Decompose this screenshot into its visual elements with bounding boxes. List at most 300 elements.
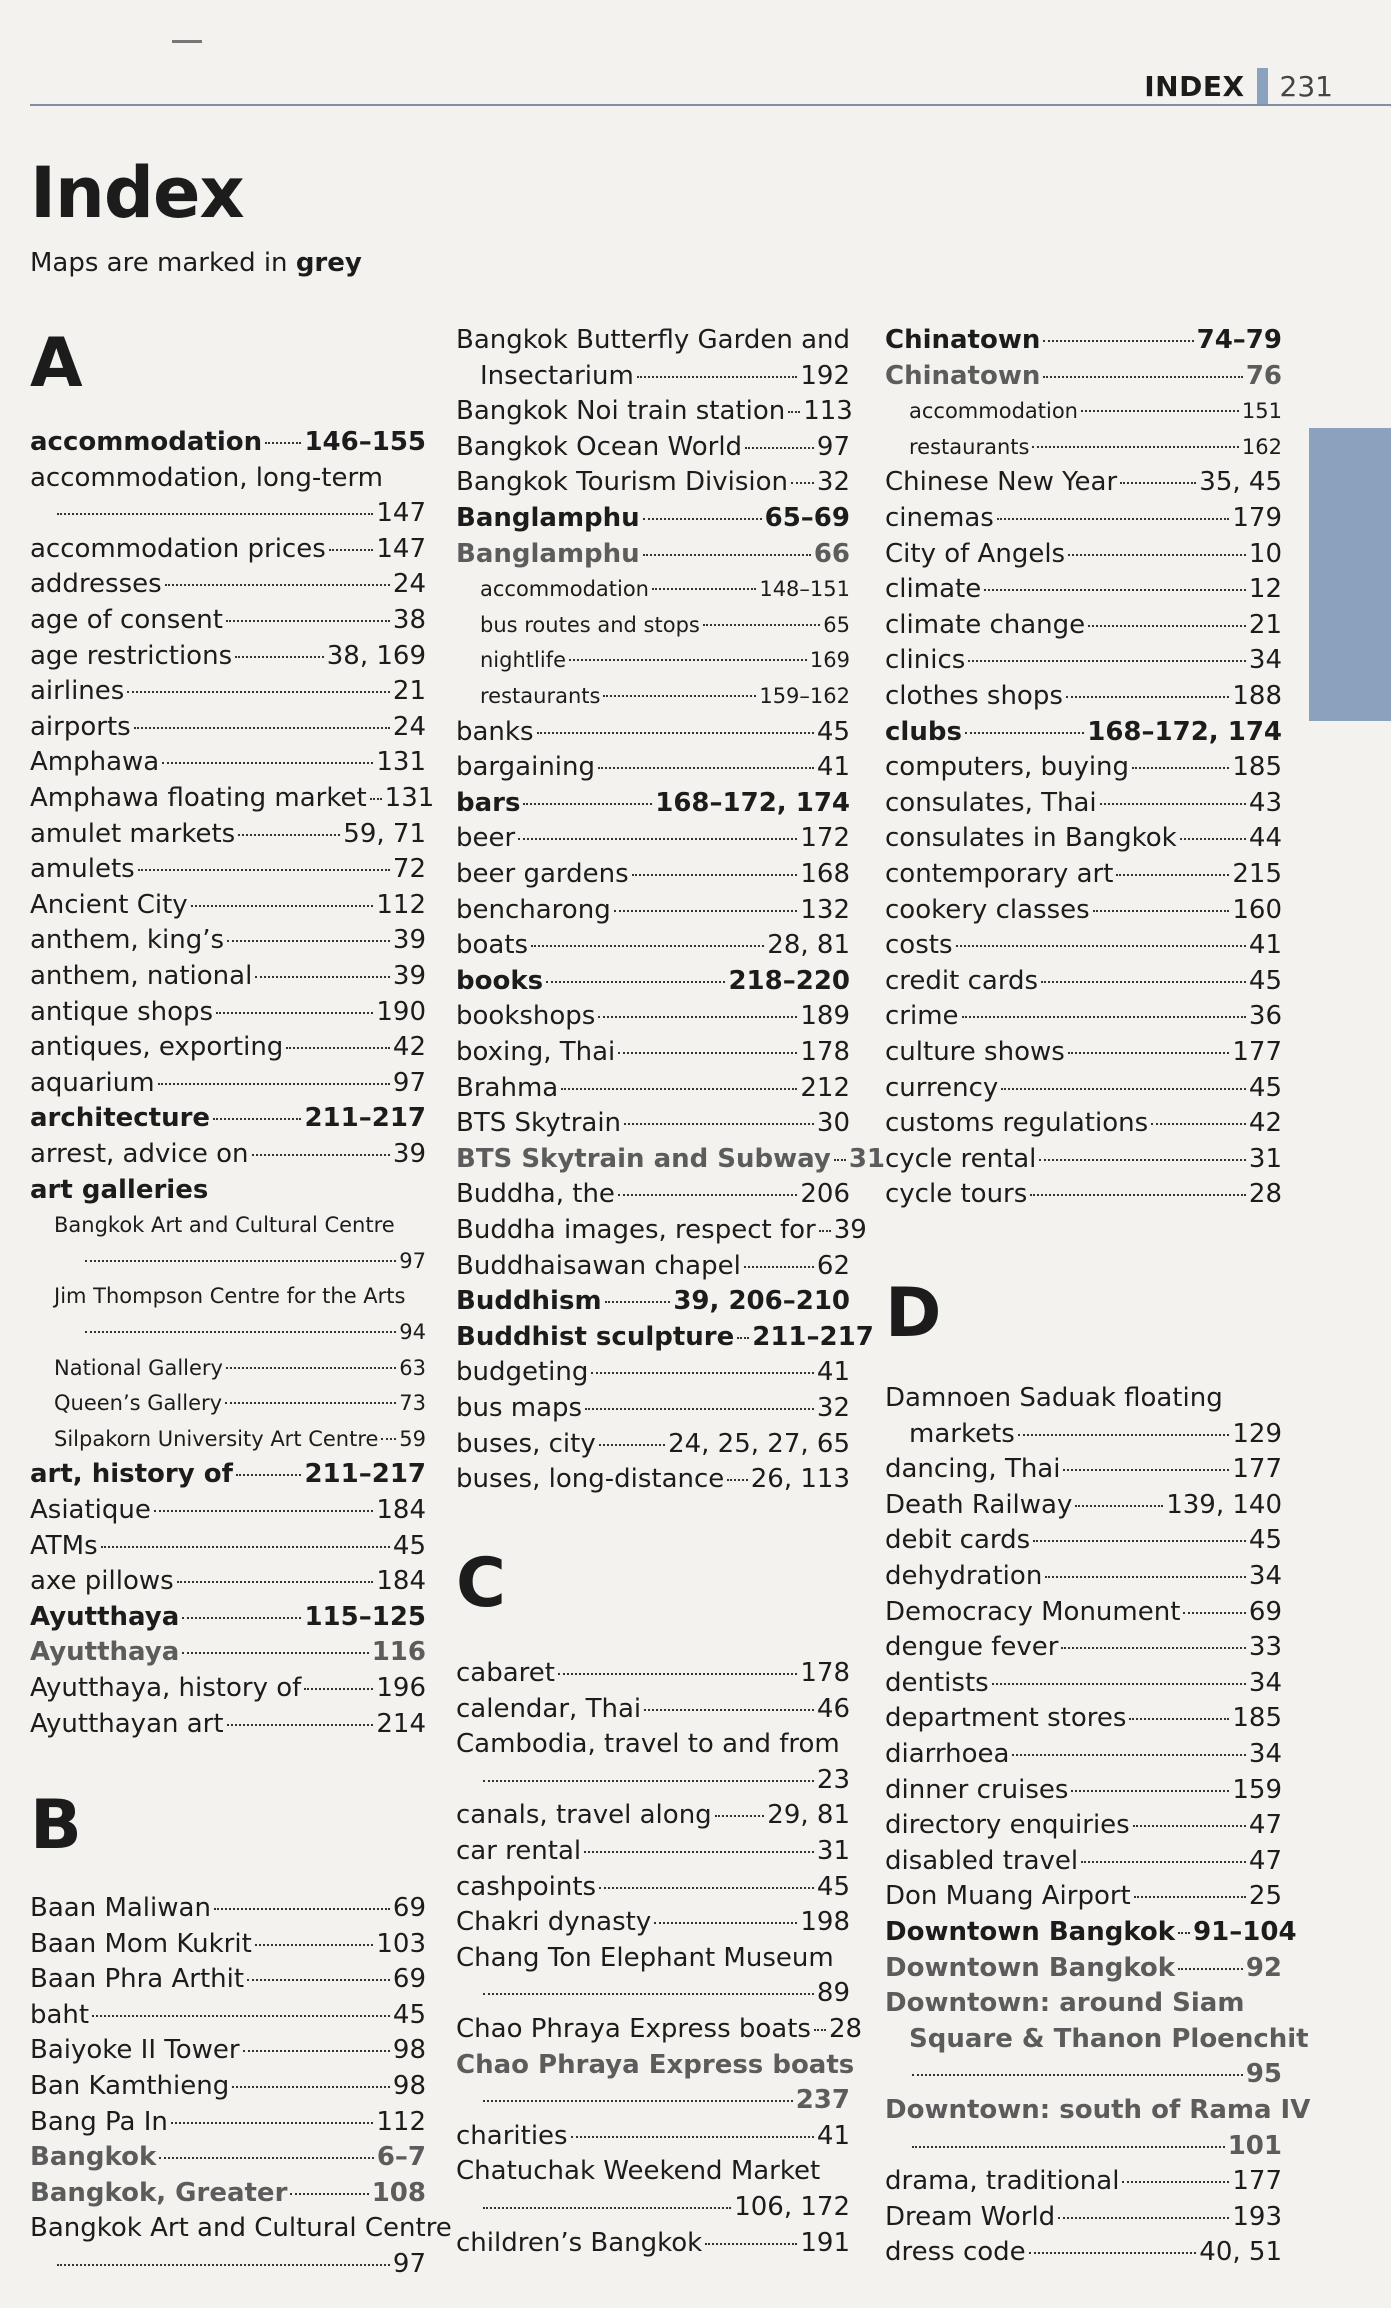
index-entry: [30, 673, 426, 709]
dot-leader: [561, 1088, 797, 1090]
index-entry-term: age of consent: [30, 605, 223, 635]
index-entry-term: dancing, Thai: [885, 1454, 1061, 1485]
index-entry-pages: 169: [809, 648, 850, 673]
dot-leader: [1129, 1718, 1229, 1720]
index-entry-pages: 40, 51: [1199, 2237, 1282, 2268]
index-entry-pages: 12: [1248, 574, 1282, 605]
index-entry-term: debit cards: [885, 1525, 1031, 1556]
dot-leader: [1068, 1052, 1230, 1054]
index-entry-term: anthem, king’s: [30, 925, 225, 956]
index-entry-pages: 159–162: [759, 684, 850, 708]
dot-leader: [1132, 767, 1229, 769]
index-entry-pages: 36: [1248, 1001, 1282, 1032]
dot-leader: [227, 940, 390, 942]
index-entry-term: dinner cruises: [885, 1774, 1069, 1805]
index-entry: [456, 2225, 850, 2261]
dot-leader: [214, 1908, 390, 1910]
dot-leader: [483, 1780, 814, 1782]
index-entry-term: consulates, Thai: [885, 787, 1097, 818]
index-entry-term: Banglamphu: [456, 538, 640, 569]
dot-leader: [992, 1683, 1246, 1685]
index-entry-pages: 28: [828, 2014, 863, 2044]
dot-leader: [1068, 554, 1246, 556]
index-entry: [30, 2246, 426, 2282]
dot-leader: [247, 1979, 390, 1981]
index-entry-pages: 211–217: [304, 1459, 426, 1490]
dot-leader: [483, 1993, 814, 1995]
dot-leader: [255, 976, 390, 978]
index-entry-pages: 45: [816, 716, 850, 747]
index-entry-pages: 101: [1227, 2130, 1282, 2161]
index-entry-pages: 160: [1232, 894, 1282, 925]
dot-leader: [182, 1652, 368, 1654]
index-entry: [456, 1762, 850, 1798]
dot-leader: [643, 518, 762, 520]
dot-leader: [226, 620, 390, 622]
index-entry-pages: 148–151: [759, 577, 850, 602]
index-entry: [30, 1314, 426, 1350]
index-entry: [456, 678, 850, 714]
index-entry-term: department stores: [885, 1703, 1127, 1734]
index-entry: [30, 1065, 426, 1101]
dot-leader: [644, 1709, 814, 1711]
index-entry-pages: 177: [1232, 1037, 1282, 1067]
index-entry-pages: 192: [800, 360, 850, 391]
index-entry: [885, 1700, 1282, 1736]
index-entry: [30, 1890, 426, 1926]
index-entry: [456, 536, 850, 572]
dot-leader: [997, 518, 1230, 520]
index-entry: [885, 429, 1282, 465]
index-entry-pages: 95: [1245, 2059, 1282, 2090]
dot-leader: [1030, 1194, 1246, 1196]
index-entry-term: costs: [885, 930, 953, 961]
index-entry: [30, 1599, 426, 1635]
index-entry-pages: 168: [800, 859, 850, 889]
index-entry-term: Silpakorn University Art Centre: [54, 1426, 379, 1451]
index-entry-pages: 47: [1248, 1845, 1282, 1876]
dot-leader: [737, 1337, 749, 1339]
index-entry: [30, 495, 426, 531]
index-entry-term: Baan Maliwan: [30, 1893, 211, 1923]
index-entry-pages: 39, 206–210: [673, 1286, 850, 1317]
dot-leader: [632, 874, 798, 876]
index-entry-pages: 25: [1248, 1881, 1282, 1912]
dot-leader: [618, 1052, 797, 1054]
index-entry-term: clothes shops: [885, 681, 1063, 711]
index-entry: [456, 892, 850, 928]
dot-leader: [1029, 2252, 1197, 2254]
index-entry-heading: Bangkok Butterfly Garden and: [456, 325, 850, 355]
dot-leader: [85, 1260, 396, 1262]
dot-leader: [57, 513, 373, 515]
index-entry: [30, 994, 426, 1030]
index-entry-term: Baan Phra Arthit: [30, 1964, 245, 1995]
index-entry-pages: 38: [392, 605, 426, 635]
index-entry: [30, 816, 426, 852]
dot-leader: [727, 1479, 747, 1481]
dot-leader: [159, 2157, 374, 2159]
index-entry-term: bargaining: [456, 752, 596, 783]
index-entry-pages: 132: [800, 894, 850, 925]
dot-leader: [599, 1444, 665, 1446]
index-entry: [885, 1416, 1282, 1452]
index-entry: [885, 2128, 1282, 2164]
index-entry-pages: 45: [816, 1871, 850, 1902]
index-entry-pages: 129: [1232, 1418, 1282, 1449]
index-entry-pages: 211–217: [304, 1103, 426, 1134]
index-entry-pages: 116: [371, 1637, 426, 1668]
index-entry: [456, 500, 850, 536]
index-entry: [456, 2011, 863, 2047]
index-entry-pages: 30: [816, 1108, 850, 1139]
dot-leader: [138, 869, 390, 871]
index-entry: [885, 2234, 1282, 2270]
index-entry: [885, 714, 1282, 750]
index-entry: [456, 1141, 886, 1177]
map-legend-text: Maps are marked in: [30, 248, 296, 278]
index-entry-pages: 185: [1232, 752, 1282, 783]
index-entry: [456, 642, 850, 678]
index-entry-pages: 24: [392, 569, 426, 600]
index-entry-term: accommodation: [909, 399, 1078, 424]
index-entry-term: directory enquiries: [885, 1810, 1130, 1841]
index-entry: [456, 2118, 850, 2154]
dot-leader: [788, 411, 800, 413]
dot-leader: [1043, 340, 1193, 342]
dot-leader: [1088, 625, 1246, 627]
index-entry-pages: 45: [1248, 965, 1282, 996]
index-entry: [885, 963, 1282, 999]
index-entry-term: axe pillows: [30, 1566, 174, 1597]
dot-leader: [191, 905, 374, 907]
dot-leader: [834, 1159, 846, 1161]
index-entry: [456, 1461, 850, 1497]
index-entry-term: Chao Phraya Express boats: [456, 2014, 811, 2044]
dot-leader: [381, 1438, 396, 1440]
index-entry: [885, 536, 1282, 572]
dot-leader: [158, 1083, 390, 1085]
index-entry-term: cashpoints: [456, 1871, 597, 1902]
page-title: Index: [30, 152, 244, 234]
dot-leader: [819, 1230, 831, 1232]
dot-leader: [165, 584, 390, 586]
index-entry-term: City of Angels: [885, 538, 1066, 569]
index-entry-pages: 177: [1232, 2166, 1282, 2197]
index-entry: [456, 358, 850, 394]
index-entry-pages: 39: [392, 1139, 426, 1169]
index-entry: [885, 749, 1282, 785]
index-entry-pages: 112: [376, 889, 426, 920]
index-entry-term: dengue fever: [885, 1632, 1059, 1663]
index-entry: [30, 1528, 426, 1564]
dot-leader: [370, 798, 382, 800]
index-entry: [456, 749, 850, 785]
index-entry-term: bencharong: [456, 894, 611, 925]
index-entry-pages: 66: [813, 538, 850, 569]
index-entry-term: arrest, advice on: [30, 1139, 249, 1169]
index-entry-pages: 237: [795, 2085, 850, 2116]
index-entry: [885, 820, 1282, 856]
dot-leader: [703, 624, 820, 626]
index-entry-term: cabaret: [456, 1658, 555, 1688]
index-entry-pages: 28, 81: [767, 930, 850, 961]
index-entry-term: currency: [885, 1072, 999, 1103]
dot-leader: [225, 1402, 396, 1404]
dot-leader: [654, 1922, 797, 1924]
dot-leader: [162, 762, 373, 764]
letter-heading-c: C: [456, 1544, 506, 1623]
index-entry-pages: 151: [1241, 399, 1282, 424]
index-entry-term: bus maps: [456, 1393, 583, 1423]
index-entry-pages: 206: [800, 1179, 850, 1210]
index-entry-term: antique shops: [30, 996, 214, 1027]
index-entry-pages: 189: [800, 1001, 850, 1032]
index-entry-pages: 184: [376, 1495, 426, 1525]
index-entry-pages: 191: [800, 2227, 850, 2258]
dot-leader: [101, 1546, 390, 1548]
dot-leader: [643, 554, 811, 556]
index-entry-pages: 34: [1248, 1667, 1282, 1698]
index-entry-term: Baan Mom Kukrit: [30, 1928, 252, 1959]
index-entry: [456, 464, 850, 500]
index-entry-term: addresses: [30, 569, 162, 600]
dot-leader: [1081, 410, 1239, 412]
dot-leader: [705, 2243, 797, 2245]
index-entry-pages: 91–104: [1193, 1917, 1297, 1947]
dot-leader: [614, 910, 798, 912]
index-entry: [885, 1665, 1282, 1701]
dot-leader: [1033, 1540, 1246, 1542]
index-entry-pages: 168–172, 174: [1087, 716, 1282, 747]
index-entry-pages: 146–155: [304, 427, 426, 457]
index-entry-pages: 193: [1232, 2201, 1282, 2232]
dot-leader: [599, 1887, 814, 1889]
index-entry-term: Ayutthaya: [30, 1601, 180, 1632]
index-entry-term: Banglamphu: [456, 503, 640, 533]
index-entry: [30, 1243, 426, 1279]
dot-leader: [1183, 1612, 1245, 1614]
index-entry: [456, 998, 850, 1034]
index-entry: [456, 2082, 850, 2118]
dot-leader: [238, 834, 340, 836]
index-entry-pages: 35, 45: [1199, 467, 1282, 498]
index-entry-pages: 38, 169: [326, 640, 426, 671]
index-entry-pages: 41: [816, 2120, 850, 2151]
index-entry: [456, 785, 850, 821]
index-entry-pages: 34: [1248, 1739, 1282, 1769]
index-entry-heading: accommodation, long-term: [30, 462, 384, 493]
dot-leader: [232, 2086, 390, 2088]
index-entry: [456, 1691, 850, 1727]
index-entry-term: contemporary art: [885, 859, 1114, 889]
index-entry-term: Buddha, the: [456, 1179, 615, 1210]
dot-leader: [329, 549, 374, 551]
index-entry: [30, 1136, 426, 1172]
index-entry-term: car rental: [456, 1836, 582, 1866]
index-entry: [885, 998, 1282, 1034]
index-entry-term: Buddhist sculpture: [456, 1321, 735, 1352]
dot-leader: [265, 442, 301, 444]
index-entry-term: beer: [456, 823, 516, 854]
index-entry-pages: 162: [1241, 434, 1282, 459]
index-entry: [456, 393, 853, 429]
dot-leader: [213, 1118, 301, 1120]
index-entry-term: cycle tours: [885, 1179, 1028, 1210]
index-entry-term: dress code: [885, 2237, 1026, 2268]
index-entry: [456, 927, 850, 963]
index-entry-term: Chinese New Year: [885, 467, 1118, 498]
index-entry-pages: 39: [833, 1215, 867, 1245]
index-entry-pages: 103: [376, 1928, 426, 1959]
index-entry: [885, 1736, 1282, 1772]
index-entry-term: Buddhism: [456, 1286, 602, 1317]
index-entry-term: Bang Pa In: [30, 2106, 168, 2137]
index-entry-term: airlines: [30, 676, 125, 707]
index-entry: [456, 963, 850, 999]
map-legend-emphasis: grey: [295, 248, 362, 278]
index-entry: [456, 1212, 867, 1248]
dot-leader: [1032, 446, 1238, 448]
index-entry-pages: 89: [816, 1978, 850, 2009]
dot-leader: [965, 732, 1084, 734]
index-entry: [456, 1319, 874, 1355]
index-entry-term: banks: [456, 716, 534, 747]
index-entry: [456, 429, 850, 465]
header-rule: [30, 104, 1391, 106]
index-entry-pages: 97: [392, 2249, 426, 2279]
index-entry-pages: 198: [800, 1907, 850, 1938]
print-smudge: [172, 40, 202, 43]
index-entry-pages: 196: [376, 1673, 426, 1703]
index-entry-pages: 73: [399, 1391, 426, 1416]
index-entry-term: beer gardens: [456, 859, 629, 889]
index-entry: [885, 464, 1282, 500]
index-entry: [30, 424, 426, 460]
index-entry: [456, 1354, 850, 1390]
index-entry: [30, 638, 426, 674]
index-entry-term: Ayutthayan art: [30, 1708, 224, 1739]
dot-leader: [235, 656, 324, 658]
index-entry-term: Bangkok: [30, 2142, 157, 2173]
dot-leader: [154, 1510, 373, 1512]
index-entry-pages: 168–172, 174: [655, 787, 850, 818]
index-entry: [30, 1385, 426, 1421]
index-entry: [885, 2163, 1282, 2199]
dot-leader: [171, 2122, 373, 2124]
index-entry-pages: 97: [816, 431, 850, 462]
dot-leader: [814, 2029, 826, 2031]
dot-leader: [1116, 874, 1229, 876]
index-entry-term: ATMs: [30, 1530, 98, 1561]
index-entry-term: BTS Skytrain: [456, 1108, 622, 1139]
index-entry: [885, 2199, 1282, 2235]
index-entry-pages: 188: [1232, 681, 1282, 711]
index-entry: [885, 1914, 1297, 1950]
index-entry-term: charities: [456, 2120, 568, 2151]
dot-leader: [1045, 1576, 1246, 1578]
letter-heading-d: D: [885, 1274, 942, 1353]
index-entry-term: disabled travel: [885, 1845, 1079, 1876]
index-entry: [30, 1421, 426, 1457]
index-entry-term: amulets: [30, 854, 135, 885]
index-entry: [885, 892, 1282, 928]
index-entry-term: books: [456, 965, 544, 996]
index-entry-pages: 62: [816, 1250, 850, 1281]
dot-leader: [1180, 838, 1246, 840]
index-entry-term: Dream World: [885, 2201, 1056, 2232]
index-entry-term: Ban Kamthieng: [30, 2071, 230, 2101]
index-entry: [30, 1492, 426, 1528]
dot-leader: [243, 2050, 390, 2052]
index-entry-pages: 10: [1248, 538, 1282, 569]
dot-leader: [1093, 910, 1230, 912]
index-entry-term: Chinatown: [885, 325, 1041, 355]
dot-leader: [603, 695, 756, 697]
index-entry: [885, 678, 1282, 714]
index-entry-term: boxing, Thai: [456, 1037, 616, 1067]
dot-leader: [745, 447, 814, 449]
index-entry-term: Chakri dynasty: [456, 1907, 652, 1938]
index-entry-pages: 112: [376, 2106, 426, 2137]
dot-leader: [57, 2264, 390, 2266]
index-entry-term: restaurants: [480, 684, 601, 708]
index-entry: [456, 1248, 850, 1284]
index-entry-pages: 42: [1248, 1108, 1282, 1139]
index-entry-pages: 211–217: [752, 1321, 874, 1352]
index-entry-pages: 214: [376, 1708, 426, 1739]
index-entry-term: diarrhoea: [885, 1739, 1010, 1769]
index-entry: [30, 1926, 426, 1962]
index-entry: [885, 927, 1282, 963]
index-entry-term: Buddhaisawan chapel: [456, 1250, 741, 1281]
dot-leader: [537, 732, 814, 734]
index-entry-pages: 42: [392, 1032, 426, 1063]
index-entry-term: Brahma: [456, 1072, 559, 1103]
dot-leader: [637, 376, 798, 378]
index-entry-pages: 131: [384, 783, 435, 813]
index-entry-term: Amphawa: [30, 747, 160, 778]
index-entry-term: airports: [30, 711, 131, 742]
index-entry: [30, 1706, 426, 1742]
dot-leader: [912, 2146, 1225, 2148]
index-entry-pages: 76: [1245, 360, 1282, 391]
index-entry: [30, 1961, 426, 1997]
index-entry-pages: 215: [1232, 859, 1282, 889]
index-entry-pages: 69: [392, 1893, 426, 1923]
dot-leader: [956, 945, 1246, 947]
index-entry: [456, 1833, 850, 1869]
index-entry-pages: 72: [392, 854, 426, 885]
dot-leader: [1063, 1469, 1229, 1471]
index-entry-term: clinics: [885, 645, 966, 676]
dot-leader: [483, 2100, 793, 2102]
index-entry: [30, 887, 426, 923]
index-entry-pages: 29, 81: [767, 1800, 850, 1831]
dot-leader: [1075, 1505, 1163, 1507]
index-entry-term: credit cards: [885, 965, 1039, 996]
index-entry: [885, 500, 1282, 536]
dot-leader: [1081, 1861, 1246, 1863]
index-entry: [885, 785, 1282, 821]
index-entry-heading: Chatuchak Weekend Market: [456, 2156, 821, 2187]
index-entry-term: Don Muang Airport: [885, 1881, 1131, 1912]
dot-leader: [216, 1012, 373, 1014]
index-entry-pages: 98: [392, 2035, 426, 2066]
index-entry: [885, 1451, 1282, 1487]
index-entry: [456, 1904, 850, 1940]
index-entry: [30, 1456, 426, 1492]
